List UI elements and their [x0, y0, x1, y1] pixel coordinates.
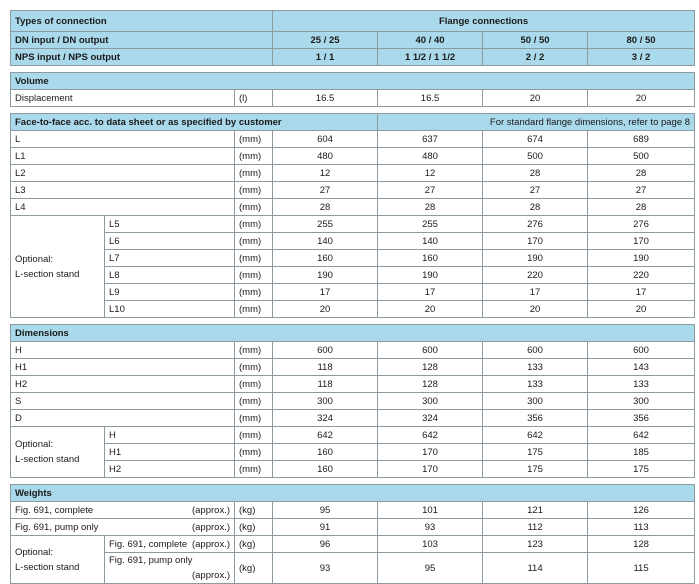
row-name: Fig. 691, pump only: [109, 555, 193, 566]
cell-value: 103: [378, 536, 483, 553]
cell-value: 642: [378, 427, 483, 444]
row-label: [11, 519, 235, 536]
unit-label: (mm): [235, 165, 273, 182]
nps-value: 2 / 2: [483, 49, 588, 66]
table-row: [11, 216, 695, 233]
table-row: [11, 148, 695, 165]
table-row: [11, 267, 695, 284]
cell-value: 16.5: [378, 90, 483, 107]
table-row: [11, 284, 695, 301]
cell-value: 600: [483, 342, 588, 359]
approx-label: (approx.): [191, 504, 230, 516]
cell-value: 276: [483, 216, 588, 233]
row-label: [105, 536, 235, 553]
unit-label: (l): [235, 90, 273, 107]
optional-stand-label: [11, 216, 105, 318]
cell-value: 185: [588, 444, 695, 461]
cell-value: 91: [273, 519, 378, 536]
cell-value: 255: [378, 216, 483, 233]
row-label: Displacement: [11, 90, 235, 107]
cell-value: 600: [378, 342, 483, 359]
unit-label: (mm): [235, 148, 273, 165]
table-row: [11, 376, 695, 393]
unit-label: (mm): [235, 342, 273, 359]
cell-value: 674: [483, 131, 588, 148]
cell-value: 600: [588, 342, 695, 359]
cell-value: 112: [483, 519, 588, 536]
dn-value: 80 / 50: [588, 32, 695, 49]
row-label: L3: [11, 182, 235, 199]
unit-label: (mm): [235, 393, 273, 410]
table-row: [11, 536, 695, 553]
row-label: H: [105, 427, 235, 444]
optional-stand-label: [11, 427, 105, 478]
cell-value: 133: [588, 376, 695, 393]
cell-value: 28: [588, 199, 695, 216]
unit-label: (mm): [235, 233, 273, 250]
cell-value: 27: [588, 182, 695, 199]
cell-value: 28: [483, 199, 588, 216]
unit-label: (mm): [235, 376, 273, 393]
cell-value: 17: [378, 284, 483, 301]
cell-value: 689: [588, 131, 695, 148]
cell-value: 118: [273, 376, 378, 393]
row-label: L6: [105, 233, 235, 250]
cell-value: 190: [483, 250, 588, 267]
unit-label: (mm): [235, 182, 273, 199]
dn-value: 50 / 50: [483, 32, 588, 49]
weights-section-header: [11, 485, 695, 502]
cell-value: 113: [588, 519, 695, 536]
table-row: [11, 427, 695, 444]
stand-line: L-section stand: [15, 454, 80, 465]
row-label: H2: [11, 376, 235, 393]
cell-value: 118: [273, 359, 378, 376]
volume-title: Volume: [11, 73, 695, 90]
cell-value: 170: [378, 461, 483, 478]
table-row: [11, 90, 695, 107]
cell-value: 642: [273, 427, 378, 444]
nps-value: 1 / 1: [273, 49, 378, 66]
cell-value: 114: [483, 553, 588, 584]
cell-value: 133: [483, 359, 588, 376]
cell-value: 170: [588, 233, 695, 250]
row-label: S: [11, 393, 235, 410]
cell-value: 95: [273, 502, 378, 519]
unit-label: (kg): [235, 536, 273, 553]
cell-value: 190: [588, 250, 695, 267]
spec-table: [10, 10, 695, 584]
row-name: Fig. 691, complete: [109, 538, 188, 550]
cell-value: 28: [273, 199, 378, 216]
cell-value: 300: [273, 393, 378, 410]
dn-label: DN input / DN output: [11, 32, 273, 49]
table-row: [11, 461, 695, 478]
unit-label: (mm): [235, 301, 273, 318]
row-label: D: [11, 410, 235, 427]
cell-value: 500: [483, 148, 588, 165]
table-row: [11, 233, 695, 250]
cell-value: 20: [588, 301, 695, 318]
header-types-row: [11, 11, 695, 32]
unit-label: (mm): [235, 131, 273, 148]
unit-label: (mm): [235, 427, 273, 444]
row-label: L1: [11, 148, 235, 165]
cell-value: 160: [378, 250, 483, 267]
cell-value: 126: [588, 502, 695, 519]
cell-value: 175: [483, 444, 588, 461]
cell-value: 27: [378, 182, 483, 199]
header-nps-row: [11, 49, 695, 66]
table-row: [11, 410, 695, 427]
cell-value: 123: [483, 536, 588, 553]
cell-value: 170: [483, 233, 588, 250]
cell-value: 160: [273, 461, 378, 478]
unit-label: (mm): [235, 216, 273, 233]
approx-label: (approx.): [191, 570, 230, 581]
unit-label: (kg): [235, 553, 273, 584]
table-row: [11, 301, 695, 318]
row-label: H1: [105, 444, 235, 461]
unit-label: (kg): [235, 519, 273, 536]
cell-value: 128: [588, 536, 695, 553]
cell-value: 220: [483, 267, 588, 284]
table-row: [11, 359, 695, 376]
cell-value: 17: [483, 284, 588, 301]
cell-value: 27: [483, 182, 588, 199]
optional-line: Optional:: [15, 253, 54, 265]
unit-label: (kg): [235, 502, 273, 519]
cell-value: 20: [588, 90, 695, 107]
cell-value: 324: [273, 410, 378, 427]
cell-value: 160: [273, 444, 378, 461]
cell-value: 143: [588, 359, 695, 376]
row-name: Fig. 691, pump only: [15, 521, 99, 533]
row-label: L8: [105, 267, 235, 284]
cell-value: 300: [483, 393, 588, 410]
cell-value: 175: [588, 461, 695, 478]
cell-value: 20: [483, 301, 588, 318]
cell-value: 121: [483, 502, 588, 519]
cell-value: 16.5: [273, 90, 378, 107]
cell-value: 324: [378, 410, 483, 427]
table-row: [11, 165, 695, 182]
row-label: H1: [11, 359, 235, 376]
unit-label: (mm): [235, 410, 273, 427]
cell-value: 600: [273, 342, 378, 359]
cell-value: 17: [273, 284, 378, 301]
cell-value: 190: [273, 267, 378, 284]
cell-value: 160: [273, 250, 378, 267]
cell-value: 20: [378, 301, 483, 318]
cell-value: 93: [378, 519, 483, 536]
row-label: L9: [105, 284, 235, 301]
nps-value: 3 / 2: [588, 49, 695, 66]
nps-value: 1 1/2 / 1 1/2: [378, 49, 483, 66]
flange-connections-label: Flange connections: [273, 11, 695, 32]
face-section-header: [11, 114, 695, 131]
row-label: H2: [105, 461, 235, 478]
cell-value: 128: [378, 376, 483, 393]
row-label: L2: [11, 165, 235, 182]
unit-label: (mm): [235, 444, 273, 461]
row-label: L10: [105, 301, 235, 318]
weights-title: Weights: [11, 485, 695, 502]
optional-line: Optional:: [15, 546, 54, 558]
cell-value: 140: [273, 233, 378, 250]
table-row: [11, 131, 695, 148]
cell-value: 604: [273, 131, 378, 148]
table-row: [11, 519, 695, 536]
cell-value: 300: [378, 393, 483, 410]
cell-value: 20: [483, 90, 588, 107]
table-row: [11, 444, 695, 461]
cell-value: 175: [483, 461, 588, 478]
cell-value: 255: [273, 216, 378, 233]
row-name: Fig. 691, complete: [15, 504, 94, 516]
cell-value: 356: [588, 410, 695, 427]
unit-label: (mm): [235, 284, 273, 301]
cell-value: 140: [378, 233, 483, 250]
cell-value: 20: [273, 301, 378, 318]
row-label: H: [11, 342, 235, 359]
row-label: L5: [105, 216, 235, 233]
table-row: [11, 342, 695, 359]
unit-label: (mm): [235, 267, 273, 284]
cell-value: 480: [273, 148, 378, 165]
cell-value: 500: [588, 148, 695, 165]
cell-value: 642: [483, 427, 588, 444]
approx-label: (approx.): [191, 538, 230, 550]
dn-value: 40 / 40: [378, 32, 483, 49]
cell-value: 27: [273, 182, 378, 199]
cell-value: 28: [483, 165, 588, 182]
cell-value: 95: [378, 553, 483, 584]
cell-value: 356: [483, 410, 588, 427]
table-row: [11, 393, 695, 410]
dn-value: 25 / 25: [273, 32, 378, 49]
cell-value: 300: [588, 393, 695, 410]
optional-line: Optional:: [15, 439, 54, 450]
cell-value: 28: [588, 165, 695, 182]
cell-value: 480: [378, 148, 483, 165]
cell-value: 276: [588, 216, 695, 233]
header-dn-row: [11, 32, 695, 49]
approx-label: (approx.): [191, 521, 230, 533]
face-to-face-title: Face-to-face acc. to data sheet or as specified by customer: [11, 114, 378, 131]
row-label: L4: [11, 199, 235, 216]
stand-line: L-section stand: [15, 561, 80, 573]
cell-value: 637: [378, 131, 483, 148]
optional-stand-label: [11, 536, 105, 584]
table-row: [11, 250, 695, 267]
cell-value: 12: [273, 165, 378, 182]
row-label: L: [11, 131, 235, 148]
cell-value: 115: [588, 553, 695, 584]
nps-label: NPS input / NPS output: [11, 49, 273, 66]
stand-line: L-section stand: [15, 268, 80, 280]
table-row: [11, 182, 695, 199]
cell-value: 17: [588, 284, 695, 301]
cell-value: 28: [378, 199, 483, 216]
unit-label: (mm): [235, 250, 273, 267]
dimensions-section-header: [11, 325, 695, 342]
row-label: [11, 502, 235, 519]
cell-value: 128: [378, 359, 483, 376]
volume-section-header: [11, 73, 695, 90]
unit-label: (mm): [235, 461, 273, 478]
cell-value: 170: [378, 444, 483, 461]
cell-value: 12: [378, 165, 483, 182]
dimensions-title: Dimensions: [11, 325, 695, 342]
unit-label: (mm): [235, 199, 273, 216]
table-row: [11, 199, 695, 216]
cell-value: 93: [273, 553, 378, 584]
flange-dimensions-note: For standard flange dimensions, refer to page 8: [378, 114, 695, 131]
cell-value: 642: [588, 427, 695, 444]
cell-value: 101: [378, 502, 483, 519]
cell-value: 133: [483, 376, 588, 393]
cell-value: 190: [378, 267, 483, 284]
table-row: [11, 502, 695, 519]
unit-label: (mm): [235, 359, 273, 376]
types-of-connection-label: Types of connection: [11, 11, 273, 32]
row-label: L7: [105, 250, 235, 267]
cell-value: 220: [588, 267, 695, 284]
cell-value: 96: [273, 536, 378, 553]
